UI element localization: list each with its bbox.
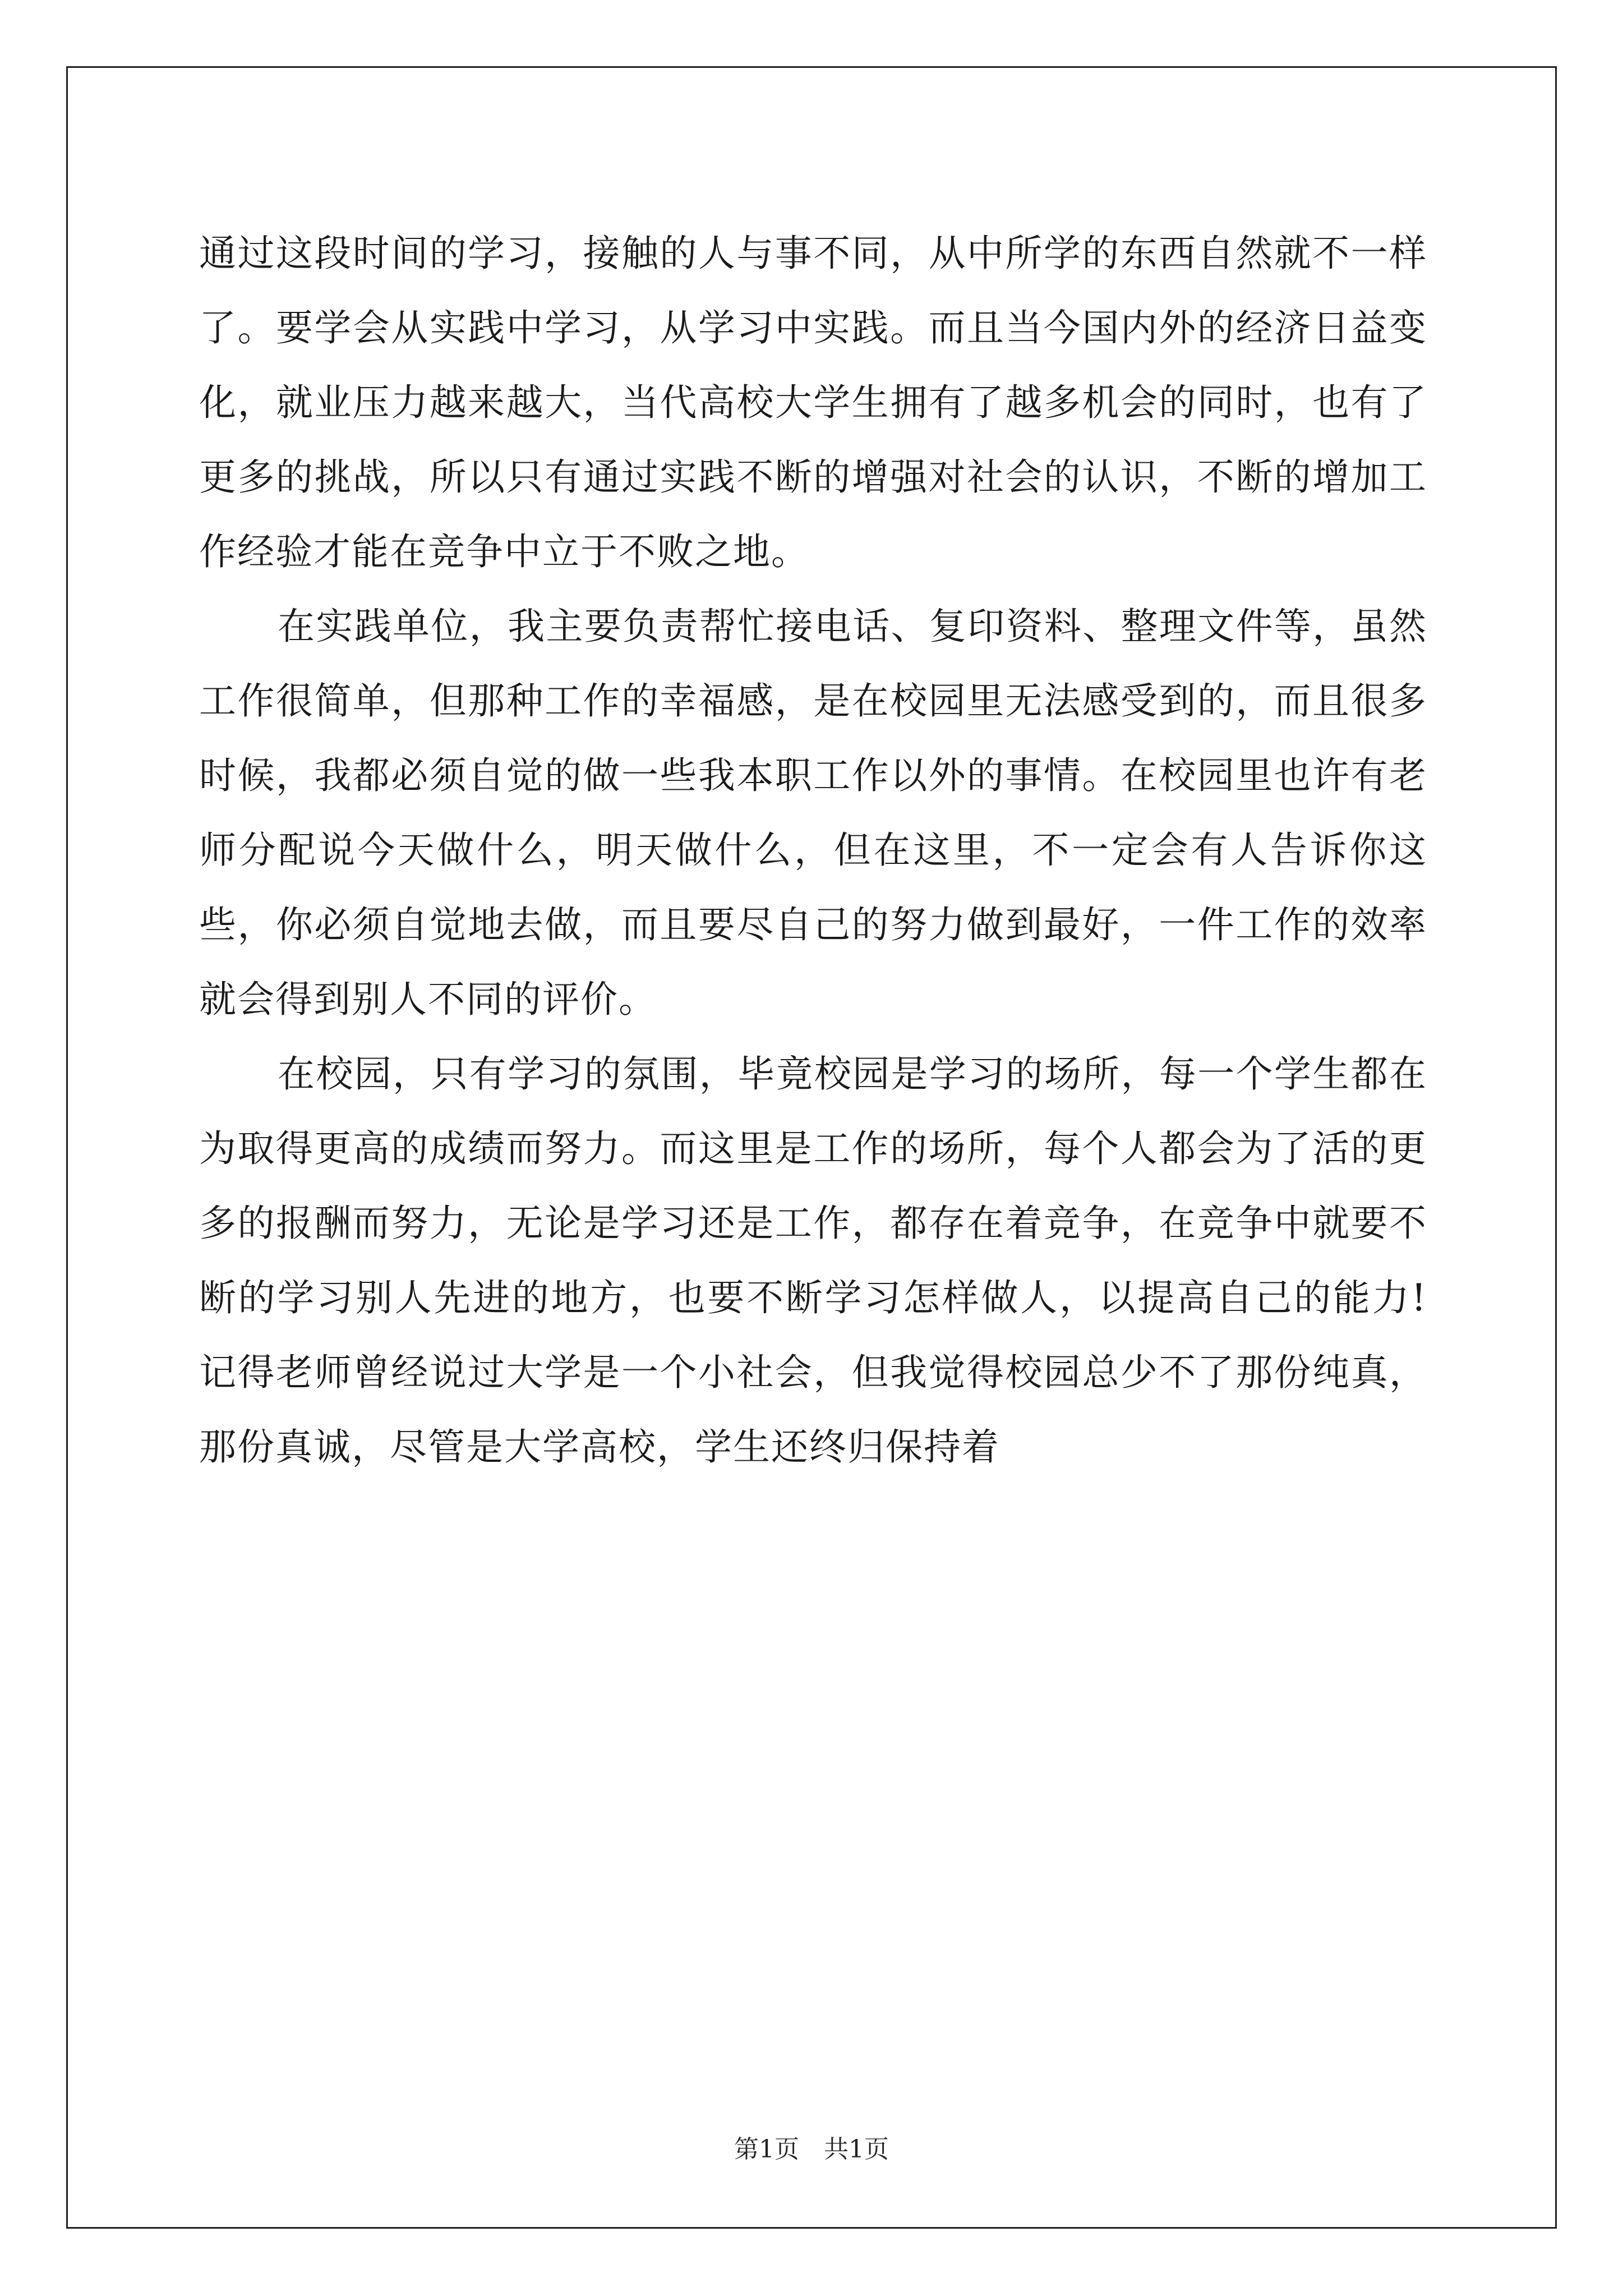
paragraph-1: 通过这段时间的学习，接触的人与事不同，从中所学的东西自然就不一样了。要学会从实践中学习，从学习中实践。而且当今国内外的经济日益变化，就业压力越来越大，当代高校大学生拥有了越多机会的同时，也有了更多的挑战，所以只有通过实践不断的增强对社会的认识，不断的增加工作经验才能在竞争中立于不败之地。 (199, 232, 1427, 573)
document-body (199, 216, 1427, 1484)
paragraph-3: 在校园，只有学习的氛围，毕竟校园是学习的场所，每一个学生都在为取得更高的成绩而努力。而这里是工作的场所，每个人都会为了活的更多的报酬而努力，无论是学习还是工作，都存在着竞争，在竞争中就要不断的学习别人先进的地方，也要不断学习怎样做人，以提高自己的能力!记得老师曾经说过大学是一个小社会，但我觉得校园总少不了那份纯真，那份真诚，尽管是大学高校，学生还终归保持着 (199, 1052, 1427, 1469)
paragraph-2: 在实践单位，我主要负责帮忙接电话、复印资料、整理文件等，虽然工作很简单，但那种工作的幸福感，是在校园里无法感受到的，而且很多时候，我都必须自觉的做一些我本职工作以外的事情。在校园里也许有老师分配说今天做什么，明天做什么，但在这里，不一定会有人告诉你这些，你必须自觉地去做，而且要尽自己的努力做到最好，一件工作的效率就会得到别人不同的评价。 (199, 605, 1427, 1021)
page-footer: 第1页 共1页 (734, 2135, 889, 2164)
